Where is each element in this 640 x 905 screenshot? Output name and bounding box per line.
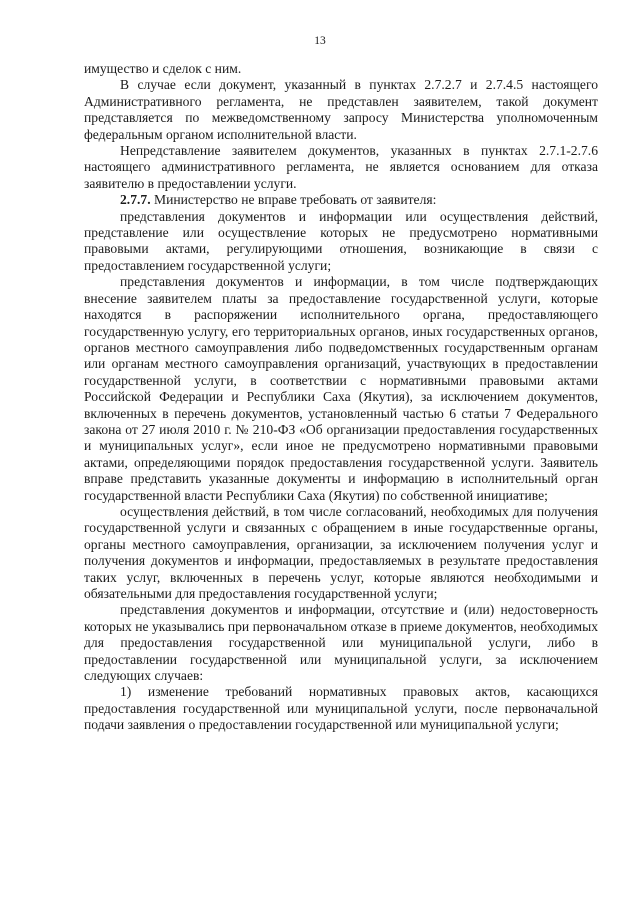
paragraph-5: представления документов и информации или осуществления действий, представление или осуществление которых не предусмотрено нормативными правовыми актами, регулирующими отношения, возникающие в связи с предоставлением государственной услуги; xyxy=(84,208,598,273)
clause-number: 2.7.7. xyxy=(120,192,151,208)
paragraph-2: В случае если документ, указанный в пунктах 2.7.2.7 и 2.7.4.5 настоящего Административного регламента, не представлен заявителем, такой документ представляется по межведомственному запросу Министерства уполномоченным федеральным органом исполнительной власти. xyxy=(84,77,598,142)
page-number: 13 xyxy=(314,35,326,47)
document-body xyxy=(84,61,598,734)
clause-text: Министерство не вправе требовать от заявителя: xyxy=(150,192,437,208)
paragraph-6: представления документов и информации, в том числе подтверждающих внесение заявителем платы за предоставление государственной услуги, которые находятся в распоряжении исполнительного органа, предоставляющего государственную услугу, его территориальных органов, иных государственных органов, органов местного самоуправления либо подведомственных государственным органам или органам местного самоуправления организаций, участвующих в предоставлении государственной услуги, в соответствии с нормативными правовыми актами Российской Федерации и Республики Саха (Якутия), за исключением документов, включенных в перечень документов, установленный частью 6 статьи 7 Федерального закона от 27 июля 2010 г. № 210-ФЗ «Об организации предоставления государственных и муниципальных услуг», если иное не предусмотрено нормативными правовыми актами, определяющими порядок предоставления государственной услуги. Заявитель вправе представить указанные документы и информацию в исполнительный орган государственной власти Республики Саха (Якутия) по собственной инициативе; xyxy=(84,274,598,503)
paragraph-1: имущество и сделок с ним. xyxy=(84,61,242,76)
paragraph-8: представления документов и информации, отсутствие и (или) недостоверность которых не указывались при первоначальном отказе в приеме документов, необходимых для предоставления государственной или муниципальной услуги, либо в предоставлении государственной или муниципальной услуги, за исключением следующих случаев: xyxy=(84,602,598,684)
paragraph-3: Непредставление заявителем документов, указанных в пунктах 2.7.1-2.7.6 настоящего административного регламента, не является основанием для отказа заявителю в предоставлении услуги. xyxy=(84,143,598,191)
paragraph-9: 1) изменение требований нормативных правовых актов, касающихся предоставления государственной или муниципальной услуги, после первоначальной подачи заявления о предоставлении государственной или муниципальной услуги; xyxy=(84,684,598,733)
paragraph-4-clause-2-7-7 xyxy=(84,192,598,208)
paragraph-7: осуществления действий, в том числе согласований, необходимых для получения государственной услуги и связанных с обращением в иные государственные органы, органы местного самоуправления, организации, за исключением получения услуг и получения документов и информации, предоставляемых в результате предоставления таких услуг, включенных в перечень услуг, которые являются необходимыми и обязательными для предоставления государственной услуги; xyxy=(84,503,598,601)
